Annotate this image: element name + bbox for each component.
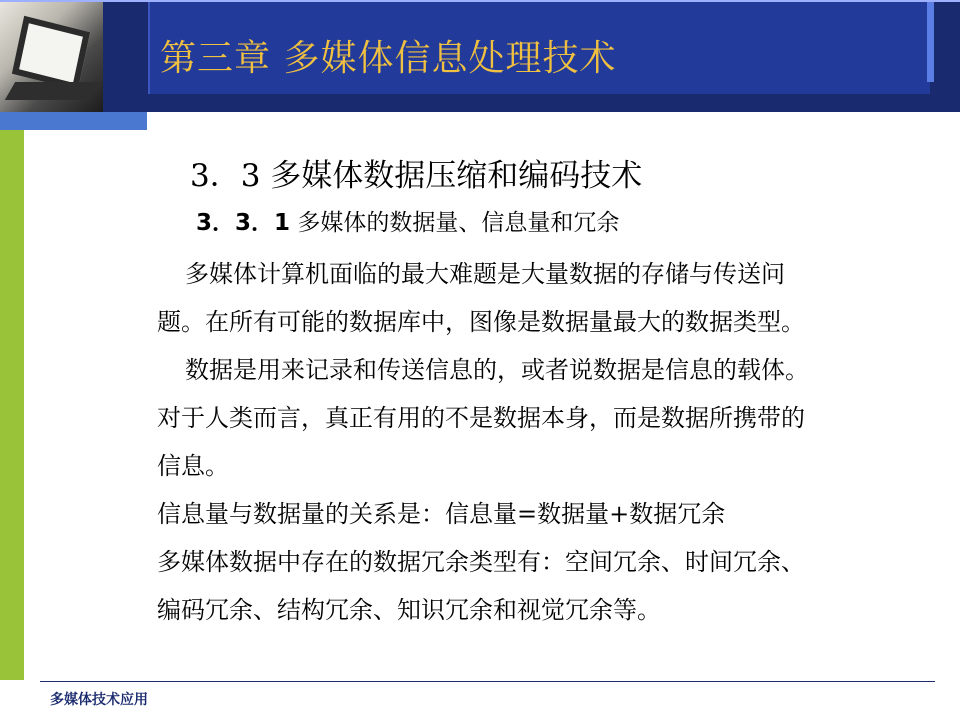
body-line-4: 对于人类而言，真正有用的不是数据本身，而是数据所携带的	[157, 404, 805, 432]
body-line-2: 题。在所有可能的数据库中，图像是数据量最大的数据类型。	[157, 308, 805, 336]
top-highlight-line	[0, 0, 960, 2]
body-line-3: 数据是用来记录和传送信息的，或者说数据是信息的载体。	[185, 356, 809, 384]
body-line-5: 信息。	[157, 452, 229, 480]
keyboard-shape	[5, 82, 99, 100]
blue-accent-strip	[0, 112, 147, 130]
green-side-bar	[0, 130, 24, 680]
section-title: 3．3 多媒体数据压缩和编码技术	[190, 158, 643, 194]
body-line-6: 信息量与数据量的关系是：信息量=数据量+数据冗余	[157, 500, 726, 528]
body-line-7: 多媒体数据中存在的数据冗余类型有：空间冗余、时间冗余、	[157, 548, 805, 576]
header-accent-bar	[927, 0, 934, 82]
body-line-8: 编码冗余、结构冗余、知识冗余和视觉冗余等。	[157, 596, 661, 624]
slide-title: 第三章 多媒体信息处理技术	[160, 38, 617, 79]
subsection-number: 3．3．1	[196, 210, 291, 236]
monitor-shape	[12, 16, 90, 90]
subsection-title	[196, 204, 619, 237]
body-line-1: 多媒体计算机面临的最大难题是大量数据的存储与传送问	[185, 260, 785, 288]
footer-text: 多媒体技术应用	[50, 692, 148, 708]
computer-photo-icon	[0, 0, 103, 112]
subsection-text: 多媒体的数据量、信息量和冗余	[297, 210, 620, 236]
footer-divider	[40, 681, 935, 682]
